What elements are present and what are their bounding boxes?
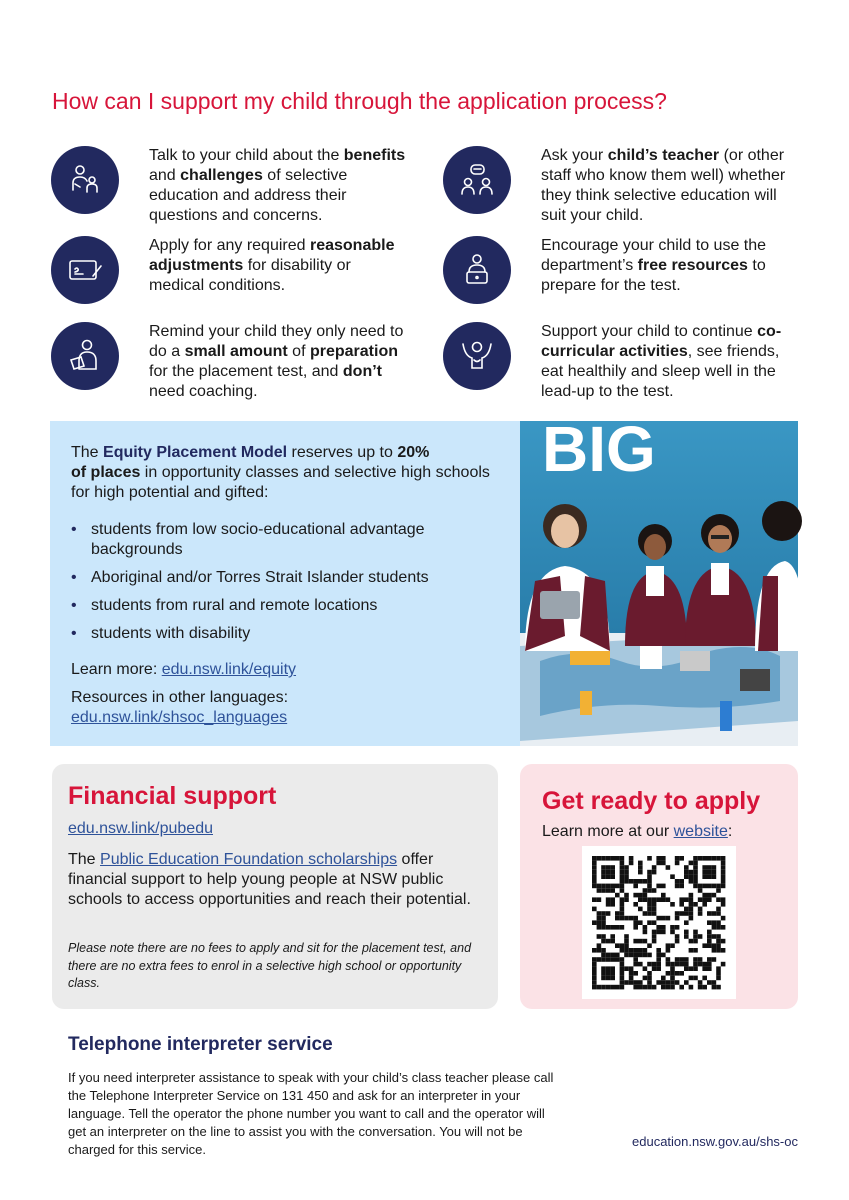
financial-support-panel bbox=[52, 764, 498, 1009]
tip-text-segment: benefits bbox=[343, 147, 406, 164]
ready-learn-more: Learn more at our website: bbox=[542, 823, 733, 840]
tip-text-segment: free resources bbox=[637, 257, 748, 274]
tip-text-segment: (or other staff who know them well) whether they think selective education will suit your child. bbox=[541, 147, 786, 224]
tip-apply-adjustments bbox=[51, 236, 409, 304]
tip-text-segment: child’s teacher bbox=[607, 147, 720, 164]
tip-text-segment: Talk bbox=[149, 147, 178, 164]
wall-text-side: SPA bbox=[820, 643, 840, 679]
tip-text-segment: Ask your bbox=[541, 147, 608, 164]
resources-other-languages: Resources in other languages: edu.nsw.link/shsoc_languages bbox=[71, 689, 289, 726]
tip-text-segment: for disability or medical conditions. bbox=[149, 257, 351, 294]
tip-text-segment: , see friends, eat healthily and sleep well in the lead-up to the test. bbox=[541, 343, 780, 400]
list-item: • students from low socio-educational advantage backgrounds bbox=[71, 521, 425, 558]
tip-text-segment: to prepare for the test. bbox=[541, 257, 766, 294]
interpreter-title: Telephone interpreter service bbox=[68, 1034, 333, 1055]
tip-text-segment: to your child about the bbox=[177, 147, 344, 164]
get-ready-panel bbox=[520, 764, 798, 1009]
financial-url-line bbox=[68, 819, 213, 839]
form-pen-icon bbox=[51, 236, 119, 304]
tip-text bbox=[149, 146, 409, 226]
tip-talk bbox=[51, 146, 409, 226]
tip-text-segment: Support your child to continue bbox=[541, 323, 758, 340]
wall-text: BIG bbox=[542, 413, 656, 485]
bullet-icon: • bbox=[71, 521, 77, 538]
tip-text-segment: co-curricular activities bbox=[541, 323, 782, 360]
interpreter-body: If you need interpreter assistance to speak with your child’s class teacher please call the Telephone Interpreter Service on 131 450 and ask for an interpreter in your language. Tell the operator the phone number you want to call and the operator will get an interpreter on the line to assist you with the conversation. You will not be charged for this service. bbox=[68, 1070, 554, 1157]
equity-placement-panel bbox=[50, 421, 520, 746]
bullet-icon: • bbox=[71, 569, 77, 586]
footer-url[interactable]: education.nsw.gov.au/shs-oc bbox=[632, 1134, 798, 1149]
teacher-conversation-icon bbox=[443, 146, 511, 214]
parent-child-icon bbox=[51, 146, 119, 214]
equity-intro: The Equity Placement Model reserves up to 20% of places in opportunity classes and selective high schools for high potential and gifted: bbox=[71, 444, 490, 501]
bullet-icon: • bbox=[71, 625, 77, 642]
tip-text-segment: reasonable adjustments bbox=[149, 237, 395, 274]
equity-model-name: Equity Placement Model bbox=[103, 444, 288, 461]
tip-text bbox=[541, 322, 801, 402]
financial-body: The Public Education Foundation scholarships offer financial support to help young people at NSW public schools to access opportunities and reach their potential. bbox=[68, 851, 471, 908]
student-reading-icon bbox=[51, 322, 119, 390]
page-title: How can I support my child through the application process? bbox=[52, 88, 667, 114]
tip-text bbox=[149, 322, 409, 402]
cheering-person-icon bbox=[443, 322, 511, 390]
tip-text-segment: preparation bbox=[309, 343, 398, 360]
tip-text-segment: don’t bbox=[342, 363, 382, 380]
tip-text-segment: need coaching. bbox=[149, 383, 258, 400]
pubedu-link[interactable]: edu.nsw.link/pubedu bbox=[68, 820, 213, 837]
qr-code[interactable] bbox=[582, 846, 736, 999]
languages-link[interactable]: edu.nsw.link/shsoc_languages bbox=[71, 709, 288, 726]
tip-text-segment: small amount bbox=[184, 343, 288, 360]
tip-text-segment: Apply for any required bbox=[149, 237, 310, 254]
tip-text-segment: and bbox=[149, 167, 181, 184]
students-robotics-photo bbox=[520, 413, 840, 746]
tip-text bbox=[149, 236, 409, 296]
tip-ask-teacher bbox=[443, 146, 801, 226]
student-laptop-icon bbox=[443, 236, 511, 304]
tip-text bbox=[541, 146, 801, 226]
bullet-icon: • bbox=[71, 597, 77, 614]
list-item: • students with disability bbox=[71, 625, 251, 642]
fees-note: Please note there are no fees to apply and sit for the placement test, and there are no extra fees to enrol in a selective high school or opportunity class. bbox=[68, 941, 472, 990]
tip-remind-preparation bbox=[51, 322, 409, 402]
tip-co-curricular bbox=[443, 322, 801, 402]
financial-title: Financial support bbox=[68, 782, 277, 810]
website-link[interactable]: website bbox=[673, 823, 728, 840]
tip-free-resources bbox=[443, 236, 801, 304]
scholarships-link[interactable]: Public Education Foundation scholarships bbox=[100, 851, 398, 868]
tip-text-segment: for the placement test, and bbox=[149, 363, 343, 380]
tip-text-segment: of selective education and address their questions and concerns. bbox=[149, 167, 348, 224]
equity-bullet-list bbox=[71, 520, 501, 652]
tip-text-segment: of bbox=[287, 343, 310, 360]
tip-text-segment: challenges bbox=[180, 167, 263, 184]
tip-text-segment: Remind your child they only need to do a bbox=[149, 323, 404, 360]
equity-link[interactable]: edu.nsw.link/equity bbox=[161, 661, 297, 678]
tip-text bbox=[541, 236, 801, 296]
list-item: • students from rural and remote locations bbox=[71, 597, 378, 614]
list-item: • Aboriginal and/or Torres Strait Islander students bbox=[71, 569, 429, 586]
tip-text-segment: Encourage your child to use the department’s bbox=[541, 237, 767, 274]
ready-title: Get ready to apply bbox=[542, 787, 761, 815]
equity-learn-more: Learn more: edu.nsw.link/equity bbox=[71, 661, 297, 678]
